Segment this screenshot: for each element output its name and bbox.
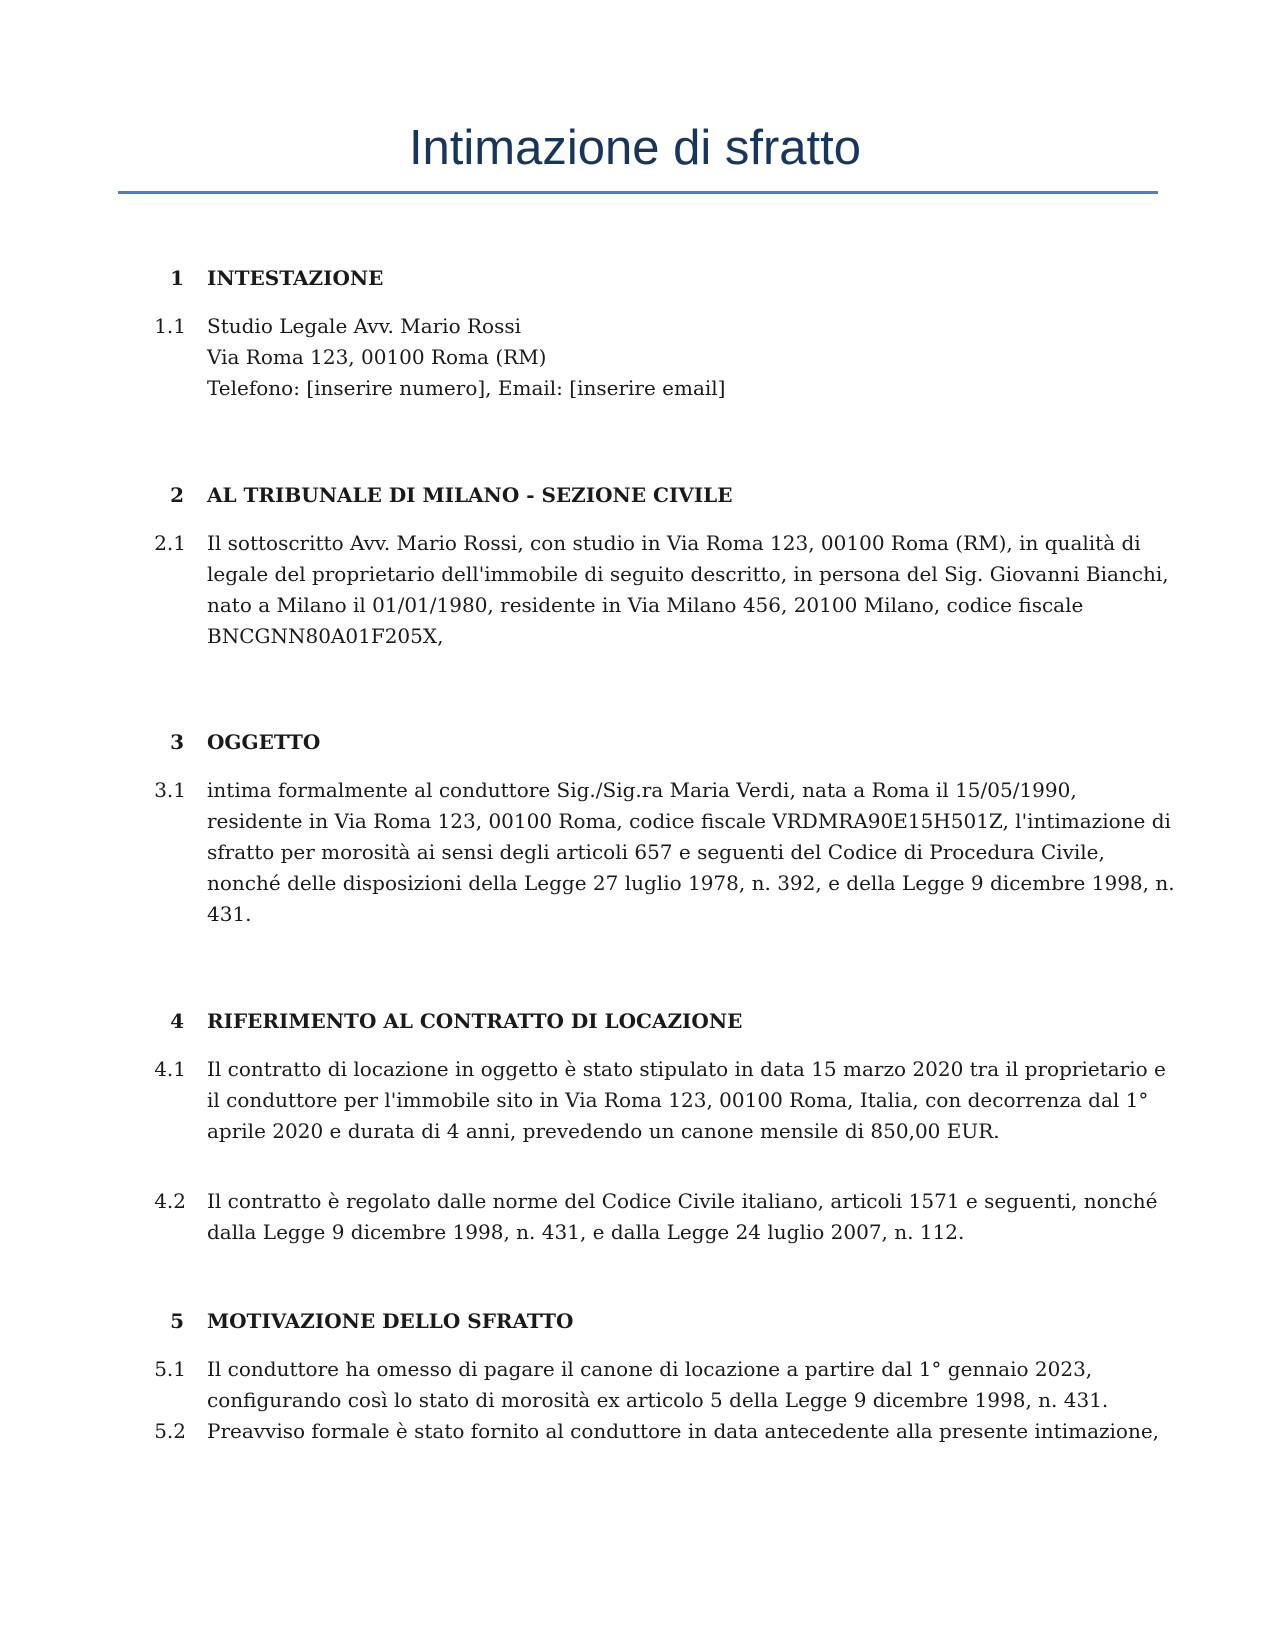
clause-text xyxy=(207,311,1137,404)
clause-text xyxy=(207,775,1175,930)
text-line: Il conduttore ha omesso di pagare il canone di locazione a partire dal 1° gennaio 2023, xyxy=(207,1357,1093,1381)
clause-text xyxy=(207,1186,1158,1248)
section-number: 5 xyxy=(170,1309,184,1333)
text-line: BNCGNN80A01F205X, xyxy=(207,624,444,648)
section-number: 1 xyxy=(170,266,184,290)
text-line: Telefono: [inserire numero], Email: [inserire email] xyxy=(207,376,726,400)
text-line: il conduttore per l'immobile sito in Via Roma 123, 00100 Roma, Italia, con decorrenza dal 1° xyxy=(207,1088,1149,1112)
section-number: 2 xyxy=(170,483,184,507)
clause-number: 5.1 xyxy=(154,1357,186,1381)
text-line: nonché delle disposizioni della Legge 27 luglio 1978, n. 392, e della Legge 9 dicembre 1998, n. xyxy=(207,871,1175,895)
clause-number: 4.1 xyxy=(154,1057,186,1081)
clause-number: 3.1 xyxy=(154,778,186,802)
text-line: nato a Milano il 01/01/1980, residente in Via Milano 456, 20100 Milano, codice fiscale xyxy=(207,593,1084,617)
section-title: AL TRIBUNALE DI MILANO - SEZIONE CIVILE xyxy=(207,483,733,507)
clause-text xyxy=(207,528,1169,652)
text-line: Il contratto di locazione in oggetto è stato stipulato in data 15 marzo 2020 tra il proprietario e xyxy=(207,1057,1166,1081)
document-title: Intimazione di sfratto xyxy=(408,121,862,175)
clause-number: 1.1 xyxy=(154,314,186,338)
clause-text xyxy=(207,1416,1160,1447)
text-line: configurando così lo stato di morosità ex articolo 5 della Legge 9 dicembre 1998, n. 431. xyxy=(207,1388,1109,1412)
text-line: aprile 2020 e durata di 4 anni, prevedendo un canone mensile di 850,00 EUR. xyxy=(207,1119,1000,1143)
section-title: RIFERIMENTO AL CONTRATTO DI LOCAZIONE xyxy=(207,1009,743,1033)
clause-text xyxy=(207,1054,1166,1147)
section-title: INTESTAZIONE xyxy=(207,266,384,290)
section-number: 4 xyxy=(170,1009,184,1033)
clause-number: 5.2 xyxy=(154,1419,186,1443)
text-line: Via Roma 123, 00100 Roma (RM) xyxy=(207,345,547,369)
text-line: residente in Via Roma 123, 00100 Roma, codice fiscale VRDMRA90E15H501Z, l'intimazione di xyxy=(207,809,1171,833)
text-line: Il contratto è regolato dalle norme del Codice Civile italiano, articoli 1571 e seguenti, nonché xyxy=(207,1189,1158,1213)
text-line: intima formalmente al conduttore Sig./Sig.ra Maria Verdi, nata a Roma il 15/05/1990, xyxy=(207,778,1077,802)
text-line: Studio Legale Avv. Mario Rossi xyxy=(207,314,522,338)
section-title: MOTIVAZIONE DELLO SFRATTO xyxy=(207,1309,574,1333)
clause-number: 2.1 xyxy=(154,531,186,555)
section-number: 3 xyxy=(170,730,184,754)
section-title: OGGETTO xyxy=(207,730,321,754)
text-line: dalla Legge 9 dicembre 1998, n. 431, e dalla Legge 24 luglio 2007, n. 112. xyxy=(207,1220,965,1244)
text-line: Preavviso formale è stato fornito al conduttore in data antecedente alla presente intimazione, xyxy=(207,1419,1160,1443)
title-divider xyxy=(118,191,1158,194)
text-line: 431. xyxy=(207,902,252,926)
text-line: Il sottoscritto Avv. Mario Rossi, con studio in Via Roma 123, 00100 Roma (RM), in qualità di xyxy=(207,531,1141,555)
clause-text xyxy=(207,1354,1137,1416)
clause-number: 4.2 xyxy=(154,1189,186,1213)
text-line: legale del proprietario dell'immobile di seguito descritto, in persona del Sig. Giovanni Bianchi, xyxy=(207,562,1169,586)
text-line: sfratto per morosità ai sensi degli articoli 657 e seguenti del Codice di Procedura Civile, xyxy=(207,840,1105,864)
